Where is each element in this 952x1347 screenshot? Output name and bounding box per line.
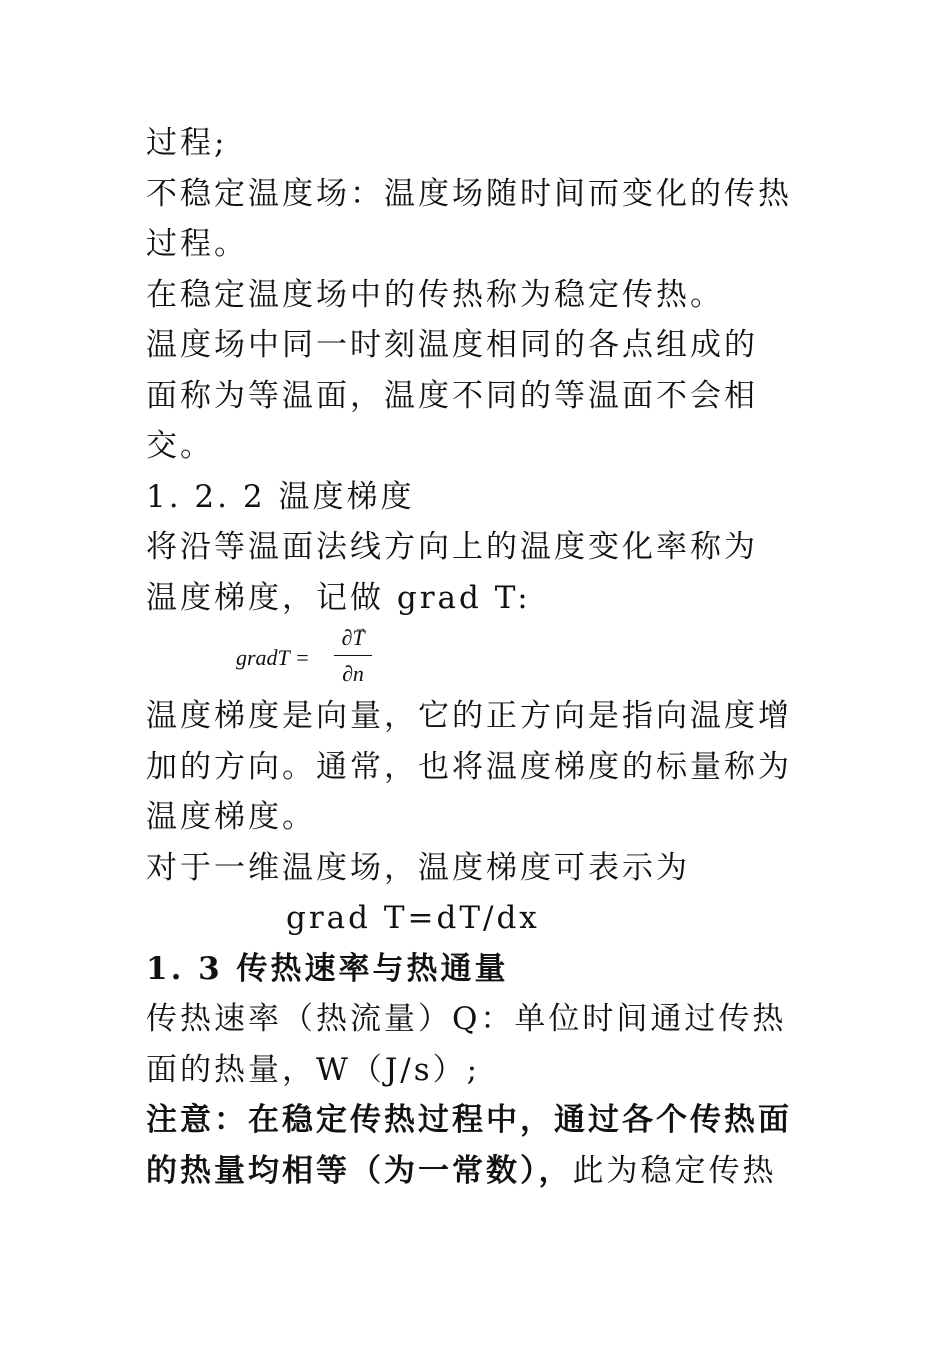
section-heading: 1. 3 传热速率与热通量	[146, 950, 509, 987]
text-line: 不稳定温度场：温度场随时间而变化的传热	[146, 175, 792, 212]
text-line: 温度梯度是向量，它的正方向是指向温度增	[146, 698, 792, 734]
text-line: 温度梯度。	[146, 799, 316, 835]
note-line: 注意：在稳定传热过程中，通过各个传热面	[146, 1102, 792, 1138]
note-line	[146, 1146, 816, 1197]
formula-partial: ∂	[341, 625, 353, 650]
gradient-1d-formula: grad T=dT/dx	[286, 900, 540, 936]
text-line: 交。	[146, 428, 214, 464]
gradient-formula	[236, 623, 816, 691]
formula-denominator: ∂n	[342, 661, 364, 686]
text-line: 过程;	[146, 125, 228, 161]
formula-lhs: gradT =	[236, 645, 310, 670]
formula-fraction	[334, 623, 372, 688]
note-normal-text: 此为稳定传热	[572, 1152, 777, 1189]
formula-numerator	[334, 623, 372, 653]
text-line: 在稳定温度场中的传热称为稳定传热。	[146, 276, 724, 313]
text-line: 过程。	[146, 226, 248, 262]
fraction-bar	[334, 655, 372, 656]
text-line: 温度梯度，记做 grad T:	[146, 579, 531, 616]
formula-vector-t: → T	[352, 623, 364, 653]
text-line: 面的热量，W（J/s）;	[146, 1051, 481, 1088]
text-line: 对于一维温度场，温度梯度可表示为	[146, 849, 690, 886]
text-line: 温度场中同一时刻温度相同的各点组成的	[146, 327, 758, 363]
text-line: 将沿等温面法线方向上的温度变化率称为	[146, 529, 758, 565]
document-page	[146, 118, 816, 1196]
text-line: 加的方向。通常，也将温度梯度的标量称为	[146, 748, 792, 785]
text-line: 面称为等温面，温度不同的等温面不会相	[146, 377, 758, 414]
text-line: 传热速率（热流量）Q：单位时间通过传热	[146, 1001, 787, 1037]
note-bold-text: 的热量均相等（为一常数），	[146, 1152, 573, 1189]
subsection-heading: 1. 2. 2 温度梯度	[146, 478, 415, 515]
